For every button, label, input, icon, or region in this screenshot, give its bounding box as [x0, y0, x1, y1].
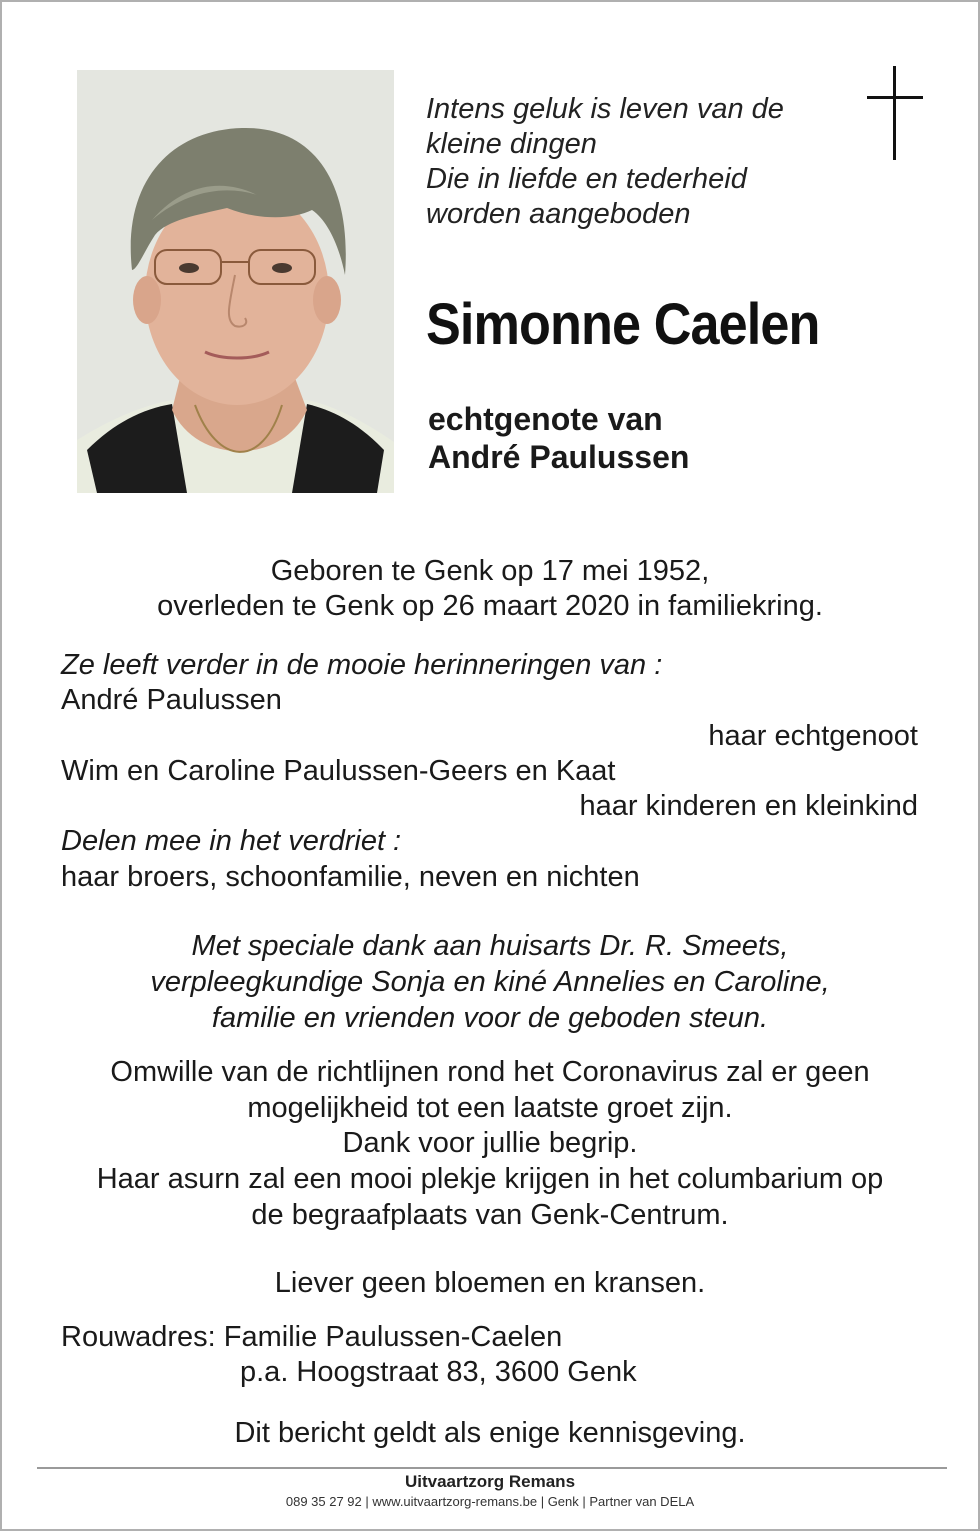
- corona-line: Haar asurn zal een mooi plekje krijgen in het columbarium op: [96, 1163, 884, 1195]
- died-line: overleden te Genk op 26 maart 2020 in familiekring.: [157, 590, 823, 622]
- husband-role: haar echtgenoot: [708, 720, 918, 752]
- poem-line: Intens geluk is leven van de: [426, 93, 784, 125]
- poem-line: worden aangeboden: [426, 198, 691, 230]
- poem-line: kleine dingen: [426, 128, 597, 160]
- address-line: Rouwadres: Familie Paulussen-Caelen: [61, 1321, 563, 1353]
- notice: Dit bericht geldt als enige kennisgeving.: [234, 1417, 746, 1449]
- footer-info: 089 35 27 92 | www.uitvaartzorg-remans.be | Genk | Partner van DELA: [285, 1494, 695, 1509]
- spouse-label: echtgenote van: [428, 401, 663, 437]
- deceased-name: Simonne Caelen: [426, 292, 820, 357]
- poem: [426, 92, 846, 232]
- spouse-block: [428, 400, 689, 476]
- address-street: p.a. Hoogstraat 83, 3600 Genk: [240, 1356, 637, 1388]
- cross-icon: [893, 66, 896, 160]
- flowers-note: Liever geen bloemen en kransen.: [274, 1267, 706, 1299]
- spouse-name: André Paulussen: [428, 439, 690, 475]
- family-intro: Ze leeft verder in de mooie herinneringen van :: [61, 649, 663, 681]
- children-names: Wim en Caroline Paulussen-Geers en Kaat: [61, 755, 616, 787]
- share-intro: Delen mee in het verdriet :: [61, 825, 402, 857]
- cross-icon-bar: [867, 96, 923, 99]
- corona-line: Omwille van de richtlijnen rond het Coronavirus zal er geen: [110, 1056, 870, 1088]
- portrait-illustration: [77, 70, 394, 493]
- share-names: haar broers, schoonfamilie, neven en nichten: [61, 861, 640, 893]
- thanks-line: Met speciale dank aan huisarts Dr. R. Smeets,: [191, 930, 789, 962]
- born-line: Geboren te Genk op 17 mei 1952,: [270, 555, 710, 587]
- corona-line: mogelijkheid tot een laatste groet zijn.: [247, 1092, 733, 1124]
- husband-name: André Paulussen: [61, 684, 282, 716]
- thanks-line: verpleegkundige Sonja en kiné Annelies en Caroline,: [150, 966, 830, 998]
- poem-line: Die in liefde en tederheid: [426, 163, 747, 195]
- footer-company: Uitvaartzorg Remans: [404, 1472, 576, 1491]
- thanks-line: familie en vrienden voor de geboden steun.: [211, 1002, 769, 1034]
- corona-line: de begraafplaats van Genk-Centrum.: [251, 1199, 729, 1231]
- footer-divider: [37, 1467, 947, 1469]
- portrait-photo: [77, 70, 394, 493]
- corona-line: Dank voor jullie begrip.: [342, 1127, 638, 1159]
- children-role: haar kinderen en kleinkind: [579, 790, 918, 822]
